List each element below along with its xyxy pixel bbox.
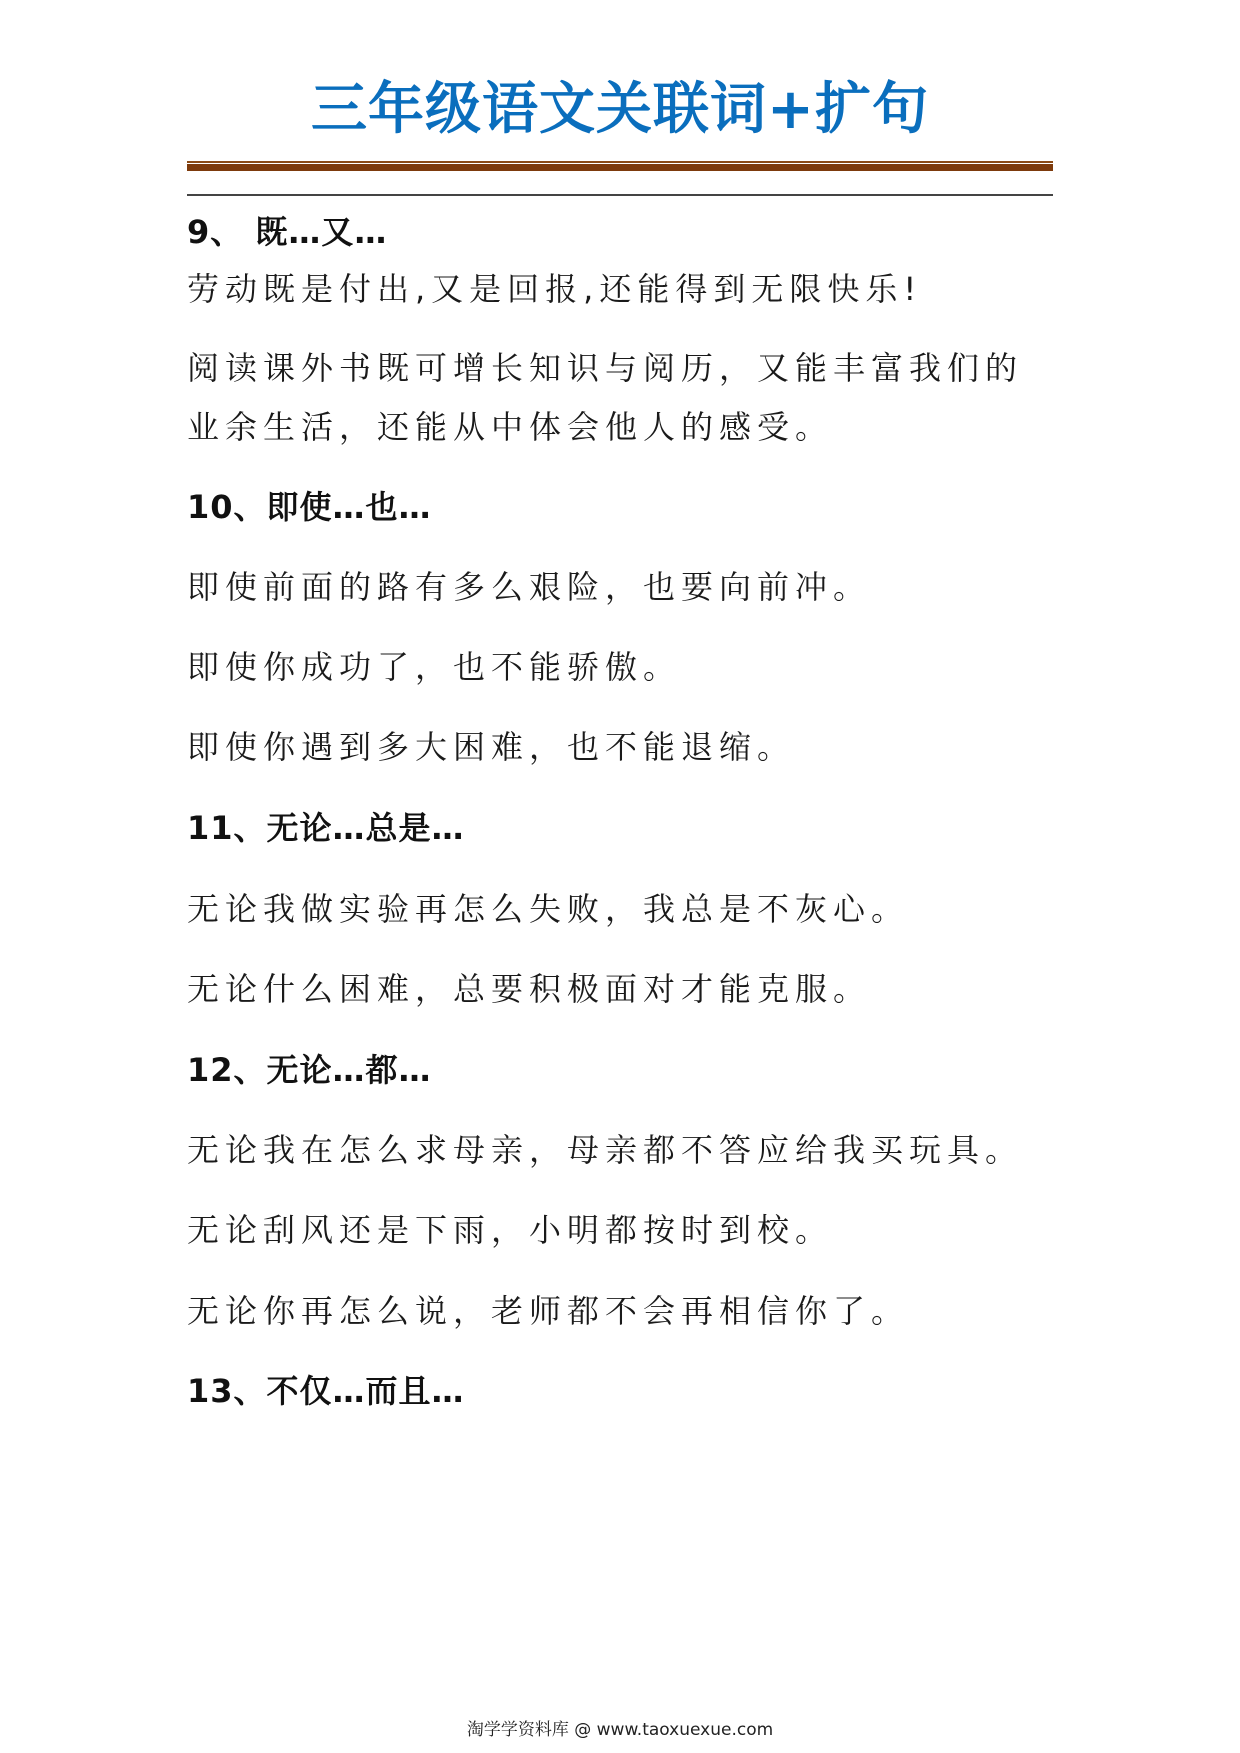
section-heading-13: 13、不仅…而且…: [187, 1372, 465, 1410]
page-title: 三年级语文关联词+扩句: [311, 77, 929, 142]
section-heading-9: 9、 既…又…: [187, 213, 388, 251]
example-sentence: 无论刮风还是下雨，小明都按时到校。: [187, 1211, 834, 1249]
example-sentence: 劳动既是付出,又是回报,还能得到无限快乐!: [187, 270, 923, 308]
example-sentence: 无论我做实验再怎么失败，我总是不灰心。: [187, 890, 910, 928]
section-heading-12: 12、无论…都…: [187, 1051, 432, 1089]
example-sentence: 即使前面的路有多么艰险，也要向前冲。: [187, 568, 872, 606]
example-sentence: 无论你再怎么说，老师都不会再相信你了。: [187, 1292, 910, 1330]
section-heading-10: 10、即使…也…: [187, 488, 432, 526]
title-divider-thin: [187, 161, 1053, 163]
section-heading-11: 11、无论…总是…: [187, 809, 465, 847]
title-divider-thick: [187, 164, 1053, 171]
example-sentence: 即使你遇到多大困难，也不能退缩。: [187, 728, 796, 766]
watermark-footer: 淘学学资料库 @ www.taoxuexue.com: [466, 1720, 774, 1740]
example-sentence: 无论什么困难，总要积极面对才能克服。: [187, 970, 872, 1008]
example-sentence: 即使你成功了，也不能骄傲。: [187, 648, 682, 686]
example-sentence: 无论我在怎么求母亲，母亲都不答应给我买玩具。: [187, 1131, 1024, 1169]
example-sentence: 阅读课外书既可增长知识与阅历，又能丰富我们的: [187, 349, 1024, 387]
section-divider: [187, 194, 1053, 196]
example-sentence: 业余生活，还能从中体会他人的感受。: [187, 408, 834, 446]
